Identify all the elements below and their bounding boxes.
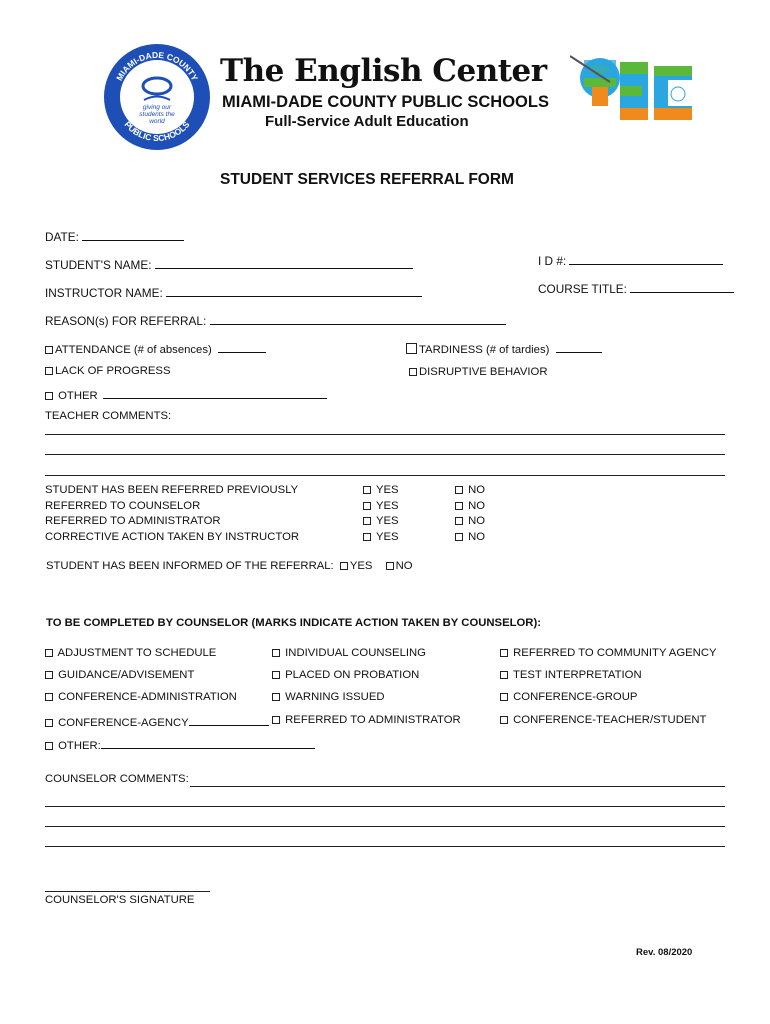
absences-count-blank[interactable]: [218, 341, 266, 353]
course-title-blank[interactable]: [630, 281, 734, 293]
yes-checkbox[interactable]: [363, 517, 371, 525]
instructor-name-blank[interactable]: [166, 285, 422, 297]
action-conference-administration[interactable]: [45, 691, 237, 703]
yes-label: YES: [375, 530, 399, 543]
lack-of-progress-checkbox[interactable]: [45, 367, 53, 375]
date-field[interactable]: [45, 229, 184, 244]
counselor-comments-field[interactable]: [45, 773, 189, 785]
action-label: INDIVIDUAL COUNSELING: [285, 647, 426, 659]
action-label: PLACED ON PROBATION: [285, 669, 420, 681]
tec-logo: [570, 52, 696, 128]
action-checkbox[interactable]: [45, 719, 53, 727]
counselor-comments-line-4[interactable]: [45, 846, 725, 847]
course-title-label: COURSE TITLE:: [538, 282, 627, 296]
action-other-blank[interactable]: [101, 737, 315, 749]
seal-top-text: MIAMI-DADE COUNTY: [114, 49, 200, 83]
action-checkbox[interactable]: [45, 671, 53, 679]
district-subtitle: MIAMI-DADE COUNTY PUBLIC SCHOOLS: [222, 93, 549, 111]
action-checkbox[interactable]: [272, 649, 280, 657]
teacher-comments-label: TEACHER COMMENTS:: [45, 410, 172, 422]
reasons-label: REASON(s) FOR REFERRAL:: [45, 314, 207, 328]
counselor-comments-line-1[interactable]: [190, 786, 725, 787]
yes-checkbox[interactable]: [363, 486, 371, 494]
no-label: NO: [468, 484, 486, 496]
no-checkbox[interactable]: [455, 502, 463, 510]
seal-bottom-text: PUBLIC SCHOOLS: [122, 119, 192, 144]
action-checkbox[interactable]: [272, 693, 280, 701]
no-label: NO: [468, 515, 486, 528]
tardiness-checkbox[interactable]: [406, 343, 417, 354]
informed-no-label: NO: [395, 560, 413, 572]
no-option[interactable]: [455, 483, 485, 499]
disruptive-behavior-option[interactable]: [409, 366, 547, 378]
program-subtitle: Full-Service Adult Education: [265, 113, 469, 130]
attendance-label: ATTENDANCE (# of absences): [55, 344, 212, 356]
lack-of-progress-option[interactable]: [45, 365, 171, 377]
action-warning-issued[interactable]: [272, 691, 385, 703]
student-name-label: STUDENT'S NAME:: [45, 258, 152, 272]
disruptive-behavior-label: DISRUPTIVE BEHAVIOR: [419, 366, 548, 378]
no-option[interactable]: [455, 514, 485, 530]
instructor-name-field[interactable]: [45, 285, 422, 300]
yes-label: YES: [375, 515, 399, 528]
date-label: DATE:: [45, 230, 79, 244]
action-label: CONFERENCE-AGENCY: [58, 717, 189, 729]
teacher-comments-line-2[interactable]: [45, 454, 725, 455]
no-label: NO: [468, 530, 486, 543]
signature-line[interactable]: [45, 891, 210, 892]
id-field[interactable]: [538, 253, 723, 268]
disruptive-behavior-checkbox[interactable]: [409, 368, 417, 376]
action-label: CONFERENCE-GROUP: [513, 691, 638, 703]
yes-label: YES: [375, 499, 399, 512]
reasons-blank[interactable]: [210, 313, 506, 325]
action-test-interpretation[interactable]: [500, 669, 642, 681]
tardies-count-blank[interactable]: [556, 341, 602, 353]
no-checkbox[interactable]: [455, 486, 463, 494]
action-checkbox[interactable]: [272, 716, 280, 724]
action-checkbox[interactable]: [272, 671, 280, 679]
date-blank[interactable]: [82, 229, 184, 241]
student-name-field[interactable]: [45, 257, 413, 272]
tardiness-label: TARDINESS (# of tardies): [419, 344, 550, 356]
other-reason-checkbox[interactable]: [45, 392, 53, 400]
action-checkbox[interactable]: [45, 742, 53, 750]
informed-row: [46, 560, 413, 572]
informed-yes-label: YES: [349, 560, 373, 572]
referral-questions: [45, 483, 299, 545]
course-title-field[interactable]: [538, 281, 734, 296]
no-checkbox[interactable]: [455, 517, 463, 525]
tardiness-option[interactable]: [406, 341, 602, 356]
action-individual-counseling[interactable]: [272, 647, 426, 659]
action-other-label: OTHER:: [58, 740, 101, 752]
teacher-comments-line-1[interactable]: [45, 434, 725, 435]
action-label: CONFERENCE-ADMINISTRATION: [58, 691, 237, 703]
action-conference-teacher-student[interactable]: [500, 714, 706, 726]
yes-column: [363, 483, 399, 545]
question-referred-previously: STUDENT HAS BEEN REFERRED PREVIOUSLY: [45, 484, 299, 496]
informed-label: STUDENT HAS BEEN INFORMED OF THE REFERRAL:: [46, 560, 334, 572]
action-guidance-advisement[interactable]: [45, 669, 194, 681]
action-checkbox[interactable]: [500, 693, 508, 701]
no-label: NO: [468, 499, 486, 512]
yes-option[interactable]: [363, 530, 399, 546]
school-seal-logo: [104, 44, 210, 150]
signature-label: COUNSELOR'S SIGNATURE: [45, 894, 195, 906]
yes-option[interactable]: [363, 483, 399, 499]
counselor-comments-line-2[interactable]: [45, 806, 725, 807]
question-referred-counselor: REFERRED TO COUNSELOR: [45, 499, 201, 512]
yes-option[interactable]: [363, 514, 399, 530]
revision-date: Rev. 08/2020: [636, 947, 693, 958]
other-reason-label: OTHER: [58, 390, 98, 402]
counselor-comments-label: COUNSELOR COMMENTS:: [45, 773, 189, 785]
action-placed-probation[interactable]: [272, 669, 419, 681]
no-option[interactable]: [455, 530, 485, 546]
informed-yes-checkbox[interactable]: [340, 562, 348, 570]
action-label: ADJUSTMENT TO SCHEDULE: [57, 647, 217, 659]
reasons-field[interactable]: [45, 313, 506, 328]
yes-option[interactable]: [363, 499, 399, 515]
no-option[interactable]: [455, 499, 485, 515]
action-label: CONFERENCE-TEACHER/STUDENT: [513, 714, 707, 726]
action-label: TEST INTERPRETATION: [512, 669, 642, 681]
action-checkbox[interactable]: [500, 649, 508, 657]
action-checkbox[interactable]: [500, 716, 508, 724]
counselor-section-heading: TO BE COMPLETED BY COUNSELOR (MARKS INDICATE ACTION TAKEN BY COUNSELOR):: [46, 617, 541, 629]
id-label: I D #:: [538, 254, 567, 268]
question-corrective-action: CORRECTIVE ACTION TAKEN BY INSTRUCTOR: [45, 530, 300, 543]
no-column: [455, 483, 485, 545]
action-other[interactable]: [45, 737, 315, 752]
action-conference-agency[interactable]: [45, 714, 269, 729]
informed-no-checkbox[interactable]: [386, 562, 394, 570]
action-label: WARNING ISSUED: [285, 691, 385, 703]
action-label: GUIDANCE/ADVISEMENT: [58, 669, 195, 681]
yes-checkbox[interactable]: [363, 502, 371, 510]
action-referred-community-agency[interactable]: [500, 647, 717, 659]
attendance-option[interactable]: [45, 341, 266, 356]
form-title: STUDENT SERVICES REFERRAL FORM: [220, 171, 514, 188]
student-name-blank[interactable]: [155, 257, 413, 269]
other-reason-option[interactable]: [45, 387, 327, 402]
instructor-name-label: INSTRUCTOR NAME:: [45, 286, 163, 300]
id-blank[interactable]: [569, 253, 723, 265]
center-title: The English Center: [220, 53, 547, 89]
counselor-comments-line-3[interactable]: [45, 826, 725, 827]
conference-agency-blank[interactable]: [189, 714, 269, 726]
action-adjustment-schedule[interactable]: [45, 647, 216, 659]
action-label: REFERRED TO COMMUNITY AGENCY: [513, 647, 717, 659]
action-checkbox[interactable]: [500, 671, 508, 679]
attendance-checkbox[interactable]: [45, 346, 53, 354]
seal-motto: giving our students the world: [139, 104, 175, 125]
action-checkbox[interactable]: [45, 693, 53, 701]
action-checkbox[interactable]: [45, 649, 53, 657]
teacher-comments-line-3[interactable]: [45, 475, 725, 476]
lack-of-progress-label: LACK OF PROGRESS: [55, 365, 171, 377]
question-referred-administrator: REFERRED TO ADMINISTRATOR: [45, 515, 221, 528]
other-reason-blank[interactable]: [103, 387, 327, 399]
action-label: REFERRED TO ADMINISTRATOR: [285, 714, 461, 726]
action-conference-group[interactable]: [500, 691, 637, 703]
yes-label: YES: [375, 484, 399, 496]
no-checkbox[interactable]: [455, 533, 463, 541]
yes-checkbox[interactable]: [363, 533, 371, 541]
action-referred-administrator[interactable]: [272, 714, 461, 726]
